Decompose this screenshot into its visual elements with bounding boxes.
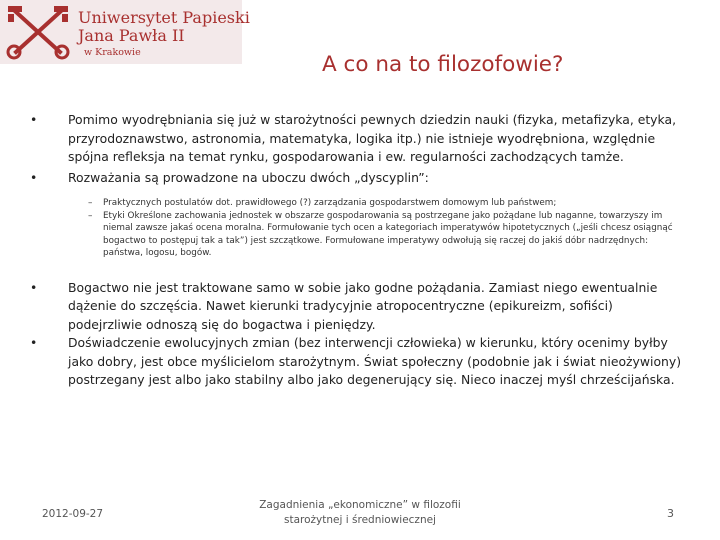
logo-text-line1: Uniwersytet Papieski xyxy=(78,8,250,27)
bullet-text: Pomimo wyodrębniania się już w starożytności pewnych dziedzin nauki (fizyka, metafizyka, etyka, przyrodoznawstwo, astronomia, matematyka, logika itp.) nie istnieje wyodrębniona, względnie spójna refleksja na temat rynku, gospodarowania i ew. regularności zachodzących tamże. xyxy=(68,112,677,164)
footer-caption-line2: starożytnej i średniowiecznej xyxy=(284,514,436,526)
footer-date: 2012-09-27 xyxy=(42,508,104,520)
bullet-text: Rozważania są prowadzone na uboczu dwóch „dyscyplin”: xyxy=(68,169,429,185)
bullet-item xyxy=(30,169,690,188)
bullet-marker: • xyxy=(30,335,38,351)
bullet-marker: • xyxy=(30,112,38,127)
footer-caption xyxy=(240,498,480,528)
crossed-keys-icon xyxy=(6,4,70,60)
bullet-marker: • xyxy=(30,279,38,295)
slide-content xyxy=(30,111,690,390)
subbullet-marker: – xyxy=(88,210,93,221)
bullet-marker: • xyxy=(30,169,38,185)
university-logo xyxy=(0,0,250,64)
subbullet-item xyxy=(30,210,690,260)
slide-title: A co na to filozofowie? xyxy=(322,52,564,77)
subbullet-text: Praktycznych postulatów dot. prawidłowego (?) zarządzania gospodarstwem domowym lub państwem; xyxy=(103,198,557,208)
footer-caption-line1: Zagadnienia „ekonomiczne” w filozofii xyxy=(259,499,461,511)
page-number: 3 xyxy=(667,507,674,520)
bullet-item xyxy=(30,334,690,390)
logo-text-line2: Jana Pawła II xyxy=(78,26,185,45)
subbullet-marker: – xyxy=(88,198,93,208)
bullet-item xyxy=(30,111,690,167)
subbullet-item xyxy=(30,197,690,210)
logo-text-line3: w Krakowie xyxy=(84,47,141,58)
bullet-text: Doświadczenie ewolucyjnych zmian (bez interwencji człowieka) w kierunku, który ocenimy byłby jako dobry, jest obce myślicielom starożytnym. Świat społeczny (podobnie jak i świat nieożywiony) postrzegany jest albo jako stabilny albo jako degenerujący się. Nieco inaczej myśl chrześcijańska. xyxy=(68,335,682,388)
bullet-text: Bogactwo nie jest traktowane samo w sobie jako godne pożądania. Zamiast niego ewentualnie dążenie do szczęścia. Nawet kierunki tradycyjnie atropocentryczne (epikureizm, sofiści) podejrzliwie odnoszą się do bogactwa i pieniędzy. xyxy=(68,279,658,332)
bullet-item xyxy=(30,279,690,335)
subbullet-text: Etyki Określone zachowania jednostek w obszarze gospodarowania są postrzegane jako pożądane lub naganne, towarzyszy im niemal zawsze jakaś ocena moralna. Formułowanie tych ocen a kategoriach imperatywów hipotetycznych („jeśli chcesz osiągnąć bogactwo to postępuj tak a tak”) jest szczątkowe. Formułowane imperatywy odwołują się raczej do jakiś dóbr nadrzędnych: państwa, logosu, bogów. xyxy=(103,210,673,259)
